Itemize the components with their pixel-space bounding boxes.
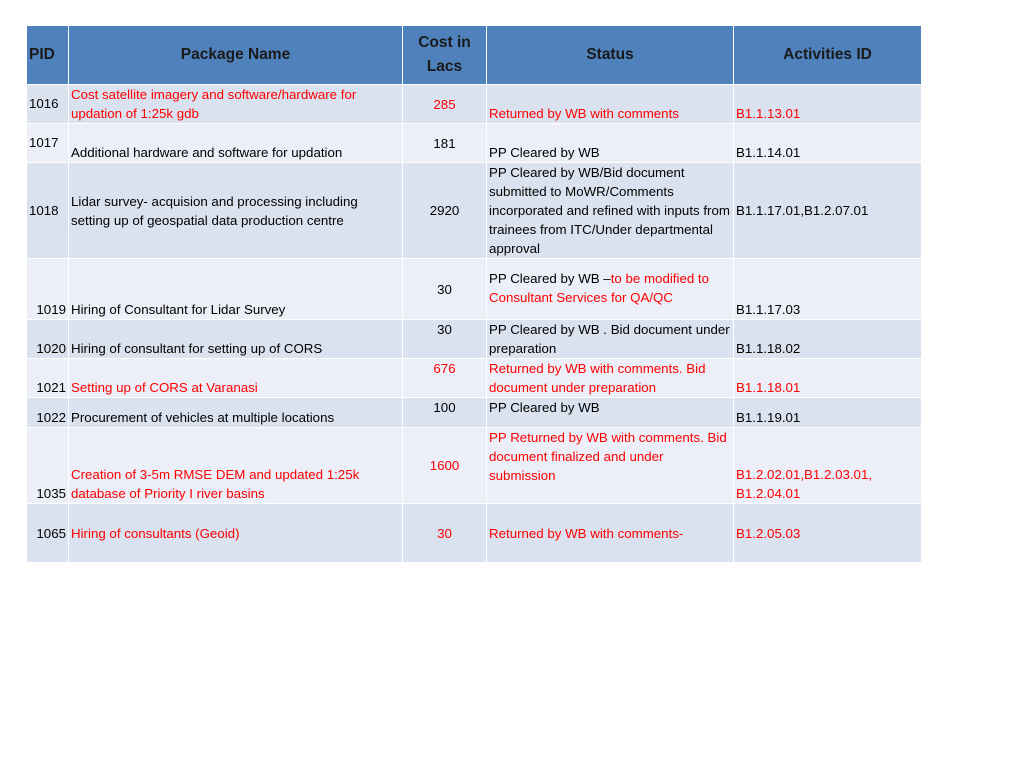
cost-cell: 100 [403, 398, 487, 428]
pid-cell: 1017 [27, 124, 69, 163]
header-pid: PID [27, 26, 69, 85]
cost-cell: 30 [403, 504, 487, 563]
table-row [27, 124, 922, 163]
activity-cell: B1.1.17.03 [734, 259, 922, 320]
activity-cell: B1.1.18.02 [734, 320, 922, 359]
header-package-name: Package Name [69, 26, 403, 85]
status-cell: PP Cleared by WB [487, 398, 734, 428]
pid-cell: 1065 [27, 504, 69, 563]
header-row [27, 26, 922, 85]
packages-table [26, 25, 922, 563]
package-cell: Additional hardware and software for updation [69, 124, 403, 163]
package-cell: Hiring of consultant for setting up of CORS [69, 320, 403, 359]
status-cell: Returned by WB with comments [487, 85, 734, 124]
status-cell: PP Returned by WB with comments. Bid document finalized and under submission [487, 428, 734, 504]
pid-cell: 1020 [27, 320, 69, 359]
header-cost-line1: Cost in [418, 34, 471, 51]
activity-cell: B1.1.18.01 [734, 359, 922, 398]
table-row [27, 320, 922, 359]
status-note: to be modified to Consultant Services for QA/QC [489, 271, 710, 305]
pid-cell: 1022 [27, 398, 69, 428]
activity-cell: B1.1.14.01 [734, 124, 922, 163]
activity-cell: B1.2.02.01,B1.2.03.01, B1.2.04.01 [734, 428, 922, 504]
header-activities-id: Activities ID [734, 26, 922, 85]
pid-cell: 1018 [27, 163, 69, 259]
package-cell: Creation of 3-5m RMSE DEM and updated 1:25k database of Priority I river basins [69, 428, 403, 504]
activity-cell: B1.1.19.01 [734, 398, 922, 428]
status-text: PP Cleared by WB – [489, 271, 611, 286]
header-cost-line2: Lacs [426, 58, 463, 75]
package-cell: Procurement of vehicles at multiple locations [69, 398, 403, 428]
pid-cell: 1019 [27, 259, 69, 320]
cost-cell: 285 [403, 85, 487, 124]
header-status: Status [487, 26, 734, 85]
table-row [27, 259, 922, 320]
pid-cell: 1035 [27, 428, 69, 504]
table-row [27, 398, 922, 428]
status-cell: Returned by WB with comments. Bid document under preparation [487, 359, 734, 398]
package-cell: Hiring of consultants (Geoid) [69, 504, 403, 563]
status-cell: PP Cleared by WB [487, 124, 734, 163]
cost-cell: 1600 [403, 428, 487, 504]
cost-cell: 2920 [403, 163, 487, 259]
status-cell: Returned by WB with comments- [487, 504, 734, 563]
activity-cell: B1.1.13.01 [734, 85, 922, 124]
header-cost [403, 26, 487, 85]
status-cell: PP Cleared by WB . Bid document under preparation [487, 320, 734, 359]
cost-cell: 676 [403, 359, 487, 398]
table-row [27, 428, 922, 504]
package-cell: Cost satellite imagery and software/hardware for updation of 1:25k gdb [69, 85, 403, 124]
activity-cell: B1.2.05.03 [734, 504, 922, 563]
package-cell: Setting up of CORS at Varanasi [69, 359, 403, 398]
cost-cell: 181 [403, 124, 487, 163]
pid-cell: 1021 [27, 359, 69, 398]
cost-cell: 30 [403, 259, 487, 320]
pid-cell: 1016 [27, 85, 69, 124]
activity-cell: B1.1.17.01,B1.2.07.01 [734, 163, 922, 259]
table-row [27, 359, 922, 398]
cost-cell: 30 [403, 320, 487, 359]
status-cell [487, 259, 734, 320]
status-cell: PP Cleared by WB/Bid document submitted to MoWR/Comments incorporated and refined with inputs from trainees from ITC/Under departmental approval [487, 163, 734, 259]
package-cell: Hiring of Consultant for Lidar Survey [69, 259, 403, 320]
package-cell: Lidar survey- acquision and processing including setting up of geospatial data production centre [69, 163, 403, 259]
table-row [27, 504, 922, 563]
table-row [27, 85, 922, 124]
table-row [27, 163, 922, 259]
